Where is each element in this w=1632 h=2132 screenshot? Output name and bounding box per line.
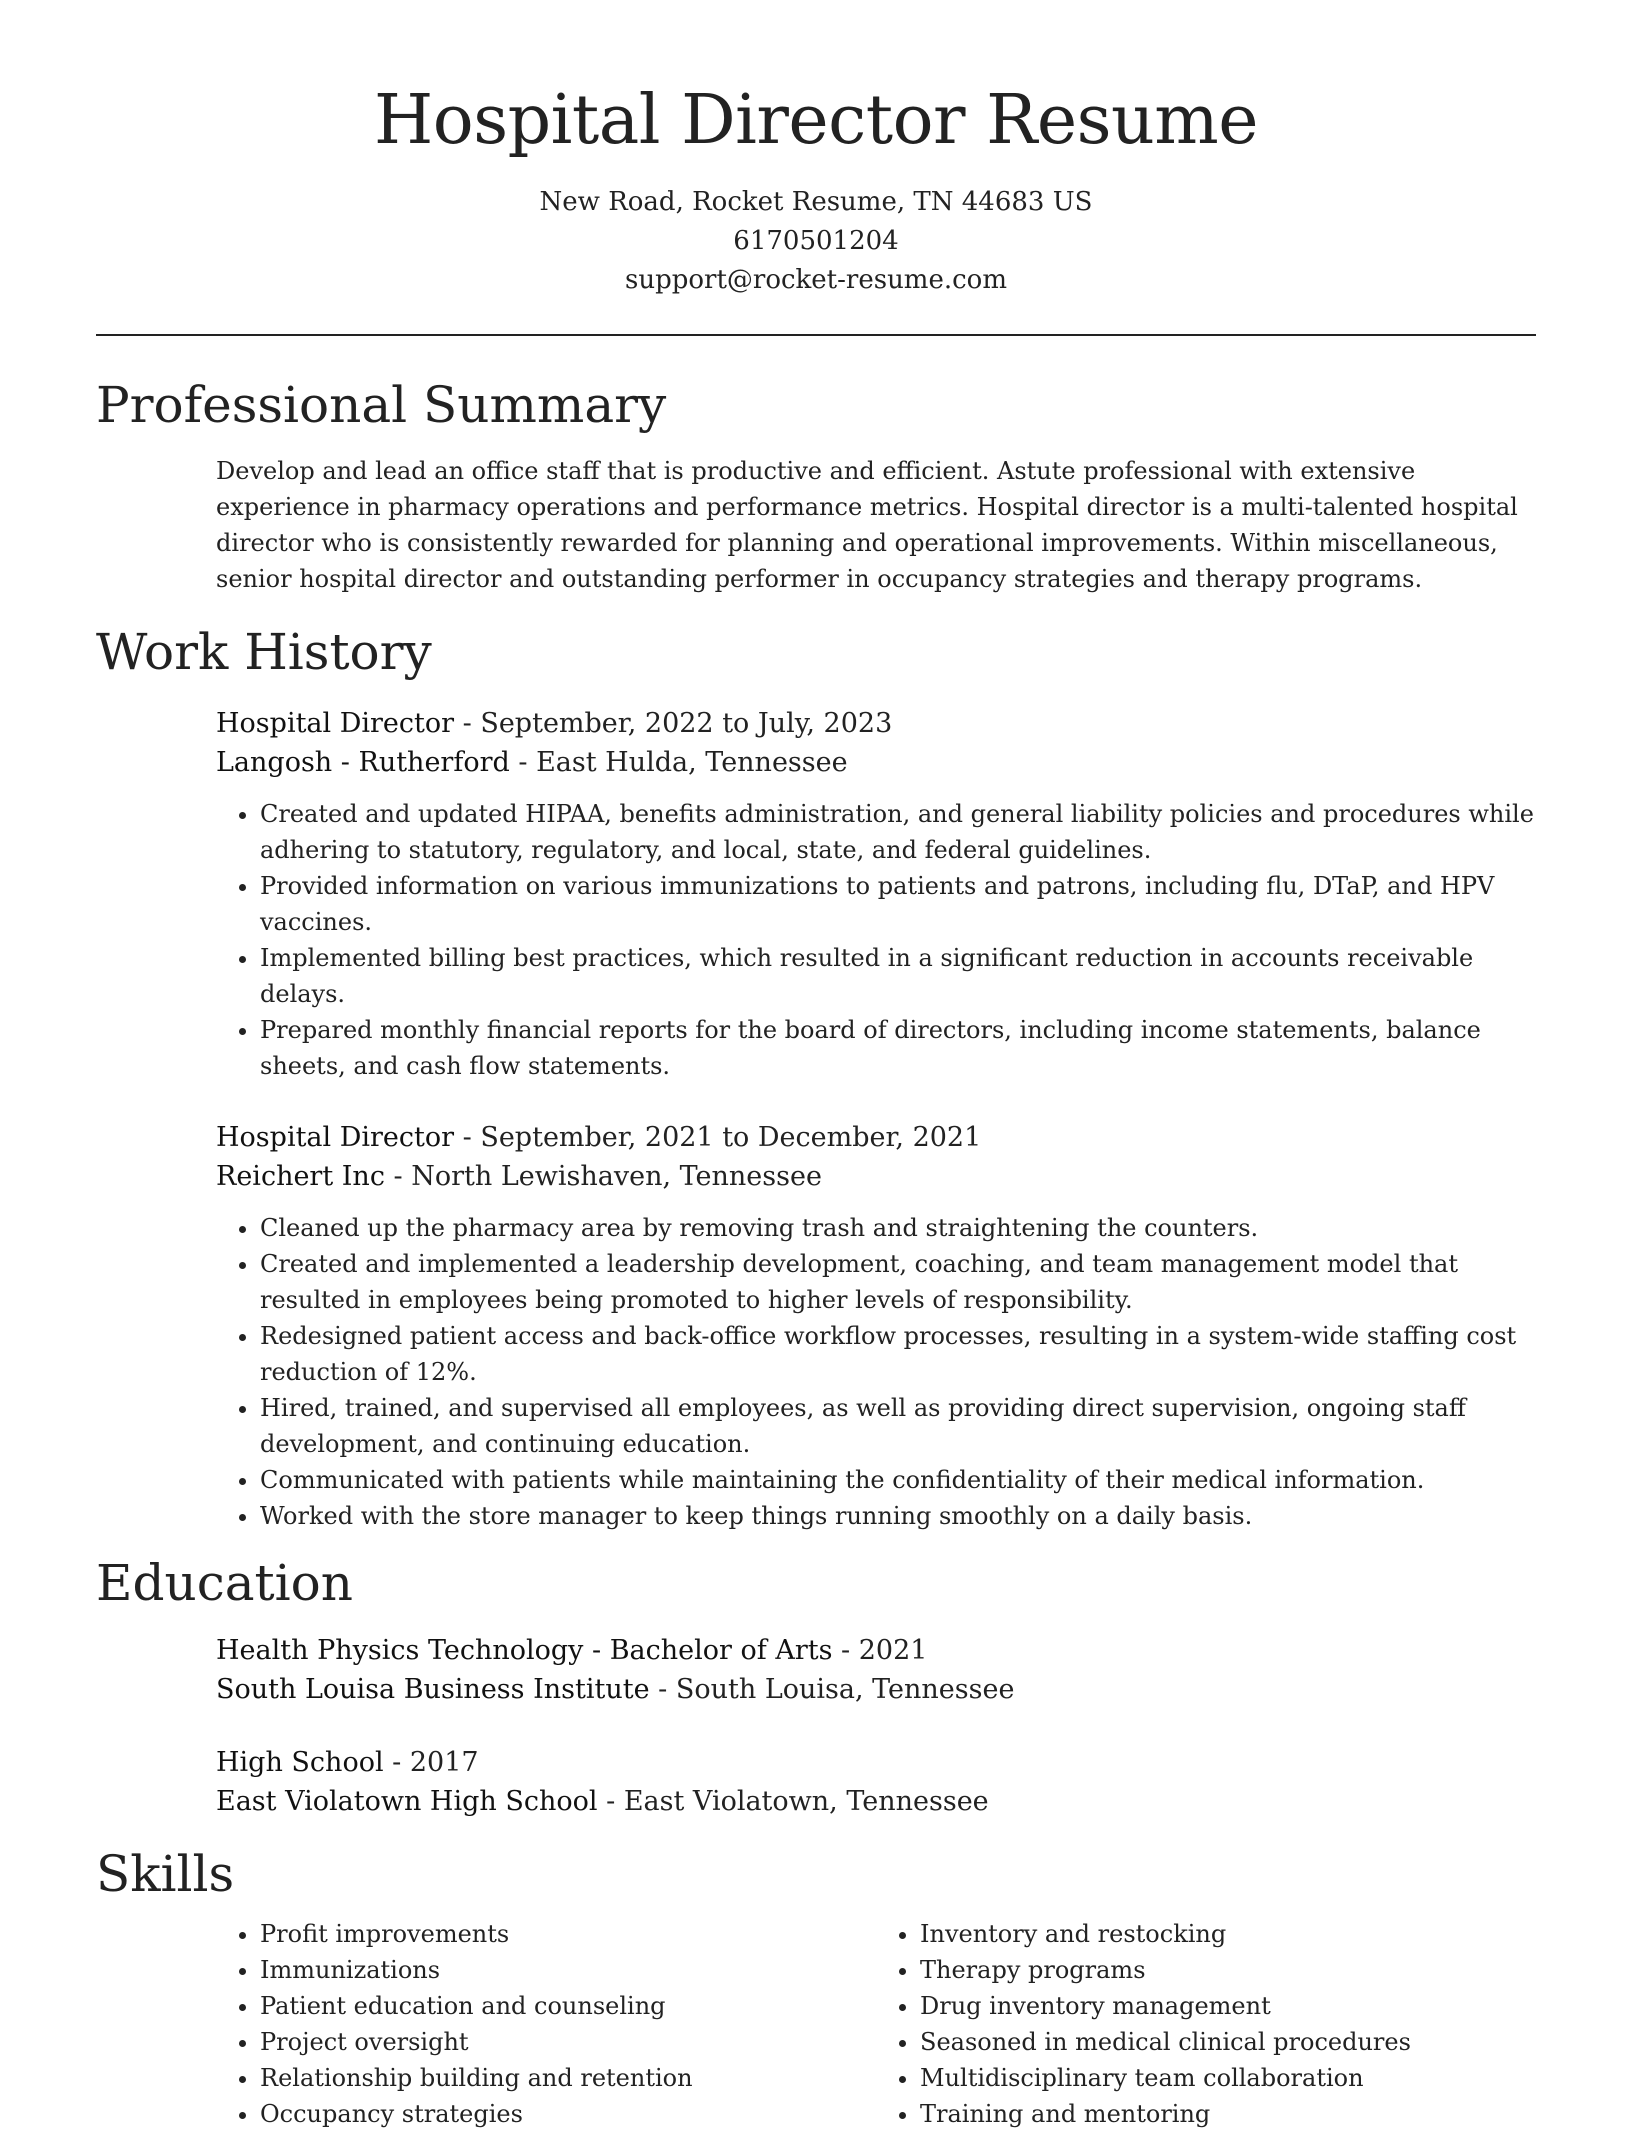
education-degree: High School	[216, 1746, 384, 1778]
job-entry	[216, 704, 1536, 1084]
education-entry	[216, 1743, 1536, 1821]
contact-email: support@rocket-resume.com	[624, 264, 1007, 295]
job-dates: - September, 2022 to July, 2023	[454, 707, 893, 739]
job-dates: - September, 2021 to December, 2021	[454, 1121, 982, 1153]
list-item: • Profit improvements	[260, 1916, 876, 1952]
education-degree: Health Physics Technology - Bachelor of Arts	[216, 1634, 833, 1666]
list-item: • Worked with the store manager to keep things running smoothly on a daily basis.	[260, 1498, 1536, 1534]
education-location: - South Louisa, Tennessee	[649, 1673, 1015, 1705]
list-item: • Therapy programs	[920, 1952, 1536, 1988]
list-item: • Project oversight	[260, 2024, 876, 2060]
job-company-line	[216, 1157, 1536, 1196]
list-item: • Occupancy strategies	[260, 2096, 876, 2132]
list-item: • Seasoned in medical clinical procedures	[920, 2024, 1536, 2060]
list-item: • Hired, trained, and supervised all employees, as well as providing direct supervision, ongoing staff development, and continuing education.	[260, 1390, 1536, 1462]
list-item: • Provided information on various immunizations to patients and patrons, including flu, DTaP, and HPV vaccines.	[260, 868, 1536, 940]
list-item: • Training and mentoring	[920, 2096, 1536, 2132]
education-location: - East Violatown, Tennessee	[597, 1785, 989, 1817]
job-company: Langosh - Rutherford	[216, 746, 510, 778]
education-school-line	[216, 1670, 1536, 1709]
education-school: East Violatown High School	[216, 1785, 598, 1817]
contact-phone: 6170501204	[733, 225, 899, 256]
list-item: • Redesigned patient access and back-office workflow processes, resulting in a system-wide staffing cost reduction of 12%.	[260, 1318, 1536, 1390]
work-history-section	[96, 622, 1536, 1534]
education-entry	[216, 1631, 1536, 1709]
list-item: • Drug inventory management	[920, 1988, 1536, 2024]
skills-list-left	[216, 1916, 876, 2132]
job-company-line	[216, 743, 1536, 782]
education-school: South Louisa Business Institute	[216, 1673, 650, 1705]
job-location: - East Hulda, Tennessee	[509, 746, 848, 778]
list-item: • Prepared monthly financial reports for the board of directors, including income statements, balance sheets, and cash flow statements.	[260, 1012, 1536, 1084]
skills-columns	[216, 1916, 1536, 2132]
list-item: • Communicated with patients while maintaining the confidentiality of their medical information.	[260, 1462, 1536, 1498]
list-item: • Created and implemented a leadership development, coaching, and team management model that resulted in employees being promoted to higher levels of responsibility.	[260, 1246, 1536, 1318]
summary-text: Develop and lead an office staff that is productive and efficient. Astute professional with extensive experience in pharmacy operations and performance metrics. Hospital director is a multi-talented hospital director who is consistently rewarded for planning and operational improvements. Within miscellaneous, senior hospital director and outstanding performer in occupancy strategies and therapy programs.	[216, 456, 1518, 593]
skills-section	[96, 1844, 1536, 2132]
job-duties-list	[216, 1210, 1536, 1534]
section-title-work: Work History	[96, 622, 432, 681]
resume-header	[96, 0, 1536, 300]
resume-title: Hospital Director Resume	[374, 81, 1258, 160]
education-section	[96, 1553, 1536, 1821]
education-year: - 2021	[832, 1634, 928, 1666]
education-school-line	[216, 1782, 1536, 1821]
job-duties-list	[216, 796, 1536, 1084]
job-company: Reichert Inc	[216, 1160, 385, 1192]
list-item: • Created and updated HIPAA, benefits administration, and general liability policies and procedures while adhering to statutory, regulatory, and local, state, and federal guidelines.	[260, 796, 1536, 868]
list-item: • Relationship building and retention	[260, 2060, 876, 2096]
education-degree-line	[216, 1743, 1536, 1782]
list-item: • Immunizations	[260, 1952, 876, 1988]
header-divider	[96, 334, 1536, 336]
list-item: • Multidisciplinary team collaboration	[920, 2060, 1536, 2096]
job-title-line	[216, 1118, 1536, 1157]
education-degree-line	[216, 1631, 1536, 1670]
professional-summary-section	[96, 375, 1536, 597]
job-title-line	[216, 704, 1536, 743]
job-role: Hospital Director	[216, 707, 455, 739]
contact-address: New Road, Rocket Resume, TN 44683 US	[539, 186, 1093, 217]
job-entry	[216, 1118, 1536, 1534]
list-item: • Inventory and restocking	[920, 1916, 1536, 1952]
skills-list-right	[876, 1916, 1536, 2132]
education-year: - 2017	[383, 1746, 479, 1778]
job-role: Hospital Director	[216, 1121, 455, 1153]
job-location: - North Lewishaven, Tennessee	[384, 1160, 822, 1192]
list-item: • Patient education and counseling	[260, 1988, 876, 2024]
section-title-summary: Professional Summary	[96, 375, 667, 434]
list-item: • Cleaned up the pharmacy area by removing trash and straightening the counters.	[260, 1210, 1536, 1246]
section-title-skills: Skills	[96, 1844, 235, 1903]
section-title-education: Education	[96, 1553, 353, 1612]
list-item: • Implemented billing best practices, which resulted in a significant reduction in accounts receivable delays.	[260, 940, 1536, 1012]
